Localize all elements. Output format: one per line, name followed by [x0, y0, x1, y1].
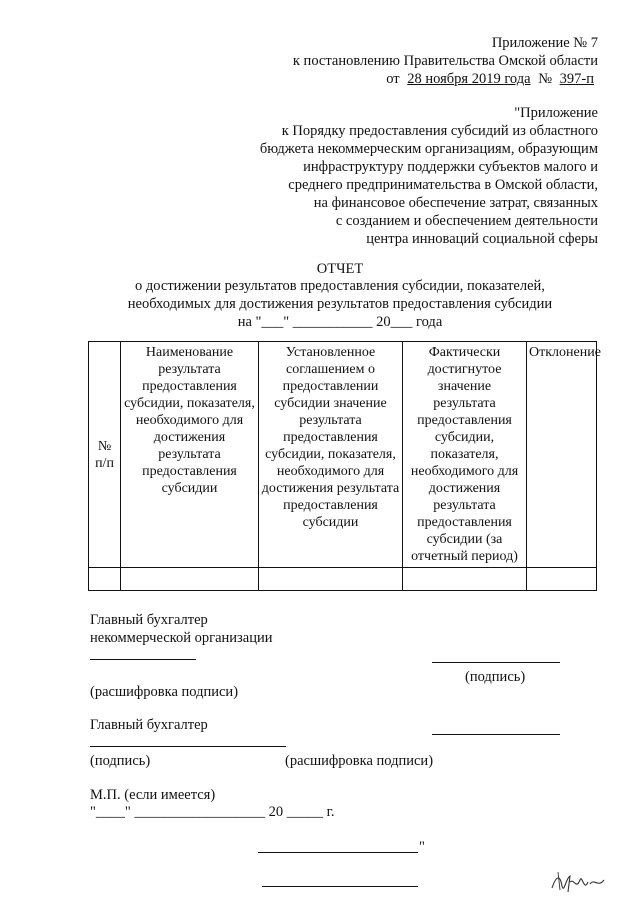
- header-date: 28 ноября 2019 года: [407, 71, 531, 87]
- signature-caption-1: (подпись): [465, 669, 526, 685]
- table-row: [89, 568, 597, 591]
- handwritten-signature-icon: [548, 868, 608, 896]
- header-date-line: [386, 70, 598, 88]
- appendix-line: бюджета некоммерческим организациям, образующим: [259, 141, 598, 157]
- table-cell: [403, 568, 527, 591]
- col-header-actual: Фактически достигнутое значение результата предоставления субсидии, показателя, необходимого для достижения результата предоставления субсидии (за отчетный период): [403, 342, 527, 568]
- col-header-number: № п/п: [89, 342, 121, 568]
- appendix-line: "Приложение: [514, 105, 598, 121]
- signature-line: [432, 662, 560, 663]
- appendix-block: [260, 104, 598, 248]
- header-appendix-number: Приложение № 7: [491, 35, 598, 51]
- signature-line: [258, 852, 418, 853]
- table-cell: [89, 568, 121, 591]
- table-cell: [259, 568, 403, 591]
- header-number: 397-п: [559, 71, 594, 87]
- signature-line: [90, 659, 196, 660]
- header-date-prefix: от: [386, 71, 400, 87]
- chief-accountant-label-1: Главный бухгалтер: [90, 612, 208, 628]
- decryption-caption-2: (расшифровка подписи): [285, 753, 434, 769]
- table-cell: [121, 568, 259, 591]
- appendix-line: центра инноваций социальной сферы: [366, 231, 598, 247]
- signature-line: [90, 746, 286, 747]
- signature-caption-2: (подпись): [90, 753, 151, 769]
- report-subtitle-1: о достижении результатов предоставления субсидии, показателей,: [135, 278, 545, 294]
- col-header-name: Наименование результата предоставления субсидии, показателя, необходимого для достижения результата предоставления субсидии: [121, 342, 259, 568]
- appendix-line: к Порядку предоставления субсидий из областного: [281, 123, 598, 139]
- header-number-sign: №: [538, 71, 553, 87]
- col-header-planned: Установленное соглашением о предоставлении субсидии значение результата предоставления субсидии, показателя, необходимого для достижения результата предоставления субсидии: [259, 342, 403, 568]
- organization-label: некоммерческой организации: [90, 630, 273, 646]
- date-line: "____" __________________ 20 _____ г.: [90, 804, 335, 820]
- stamp-place-label: М.П. (если имеется): [90, 787, 216, 803]
- closing-quote: ": [419, 839, 425, 855]
- table-header-row: [89, 342, 597, 568]
- appendix-line: среднего предпринимательства в Омской области,: [288, 177, 598, 193]
- appendix-line: с созданием и обеспечением деятельности: [335, 213, 598, 229]
- header-resolution: к постановлению Правительства Омской области: [292, 53, 598, 69]
- chief-accountant-label-2: Главный бухгалтер: [90, 717, 208, 733]
- appendix-line: на финансовое обеспечение затрат, связанных: [313, 195, 598, 211]
- col-header-deviation: Отклонение: [527, 342, 597, 568]
- report-period: на "___" ___________ 20___ года: [237, 314, 443, 330]
- decryption-caption-1: (расшифровка подписи): [90, 684, 239, 700]
- table-cell: [527, 568, 597, 591]
- report-heading: ОТЧЕТ: [316, 261, 364, 277]
- report-subtitle-2: необходимых для достижения результатов предоставления субсидии: [127, 296, 553, 312]
- report-table: [88, 341, 601, 591]
- signature-line: [432, 734, 560, 735]
- appendix-line: инфраструктуру поддержки субъектов малого и: [303, 159, 598, 175]
- signature-line: [262, 886, 418, 887]
